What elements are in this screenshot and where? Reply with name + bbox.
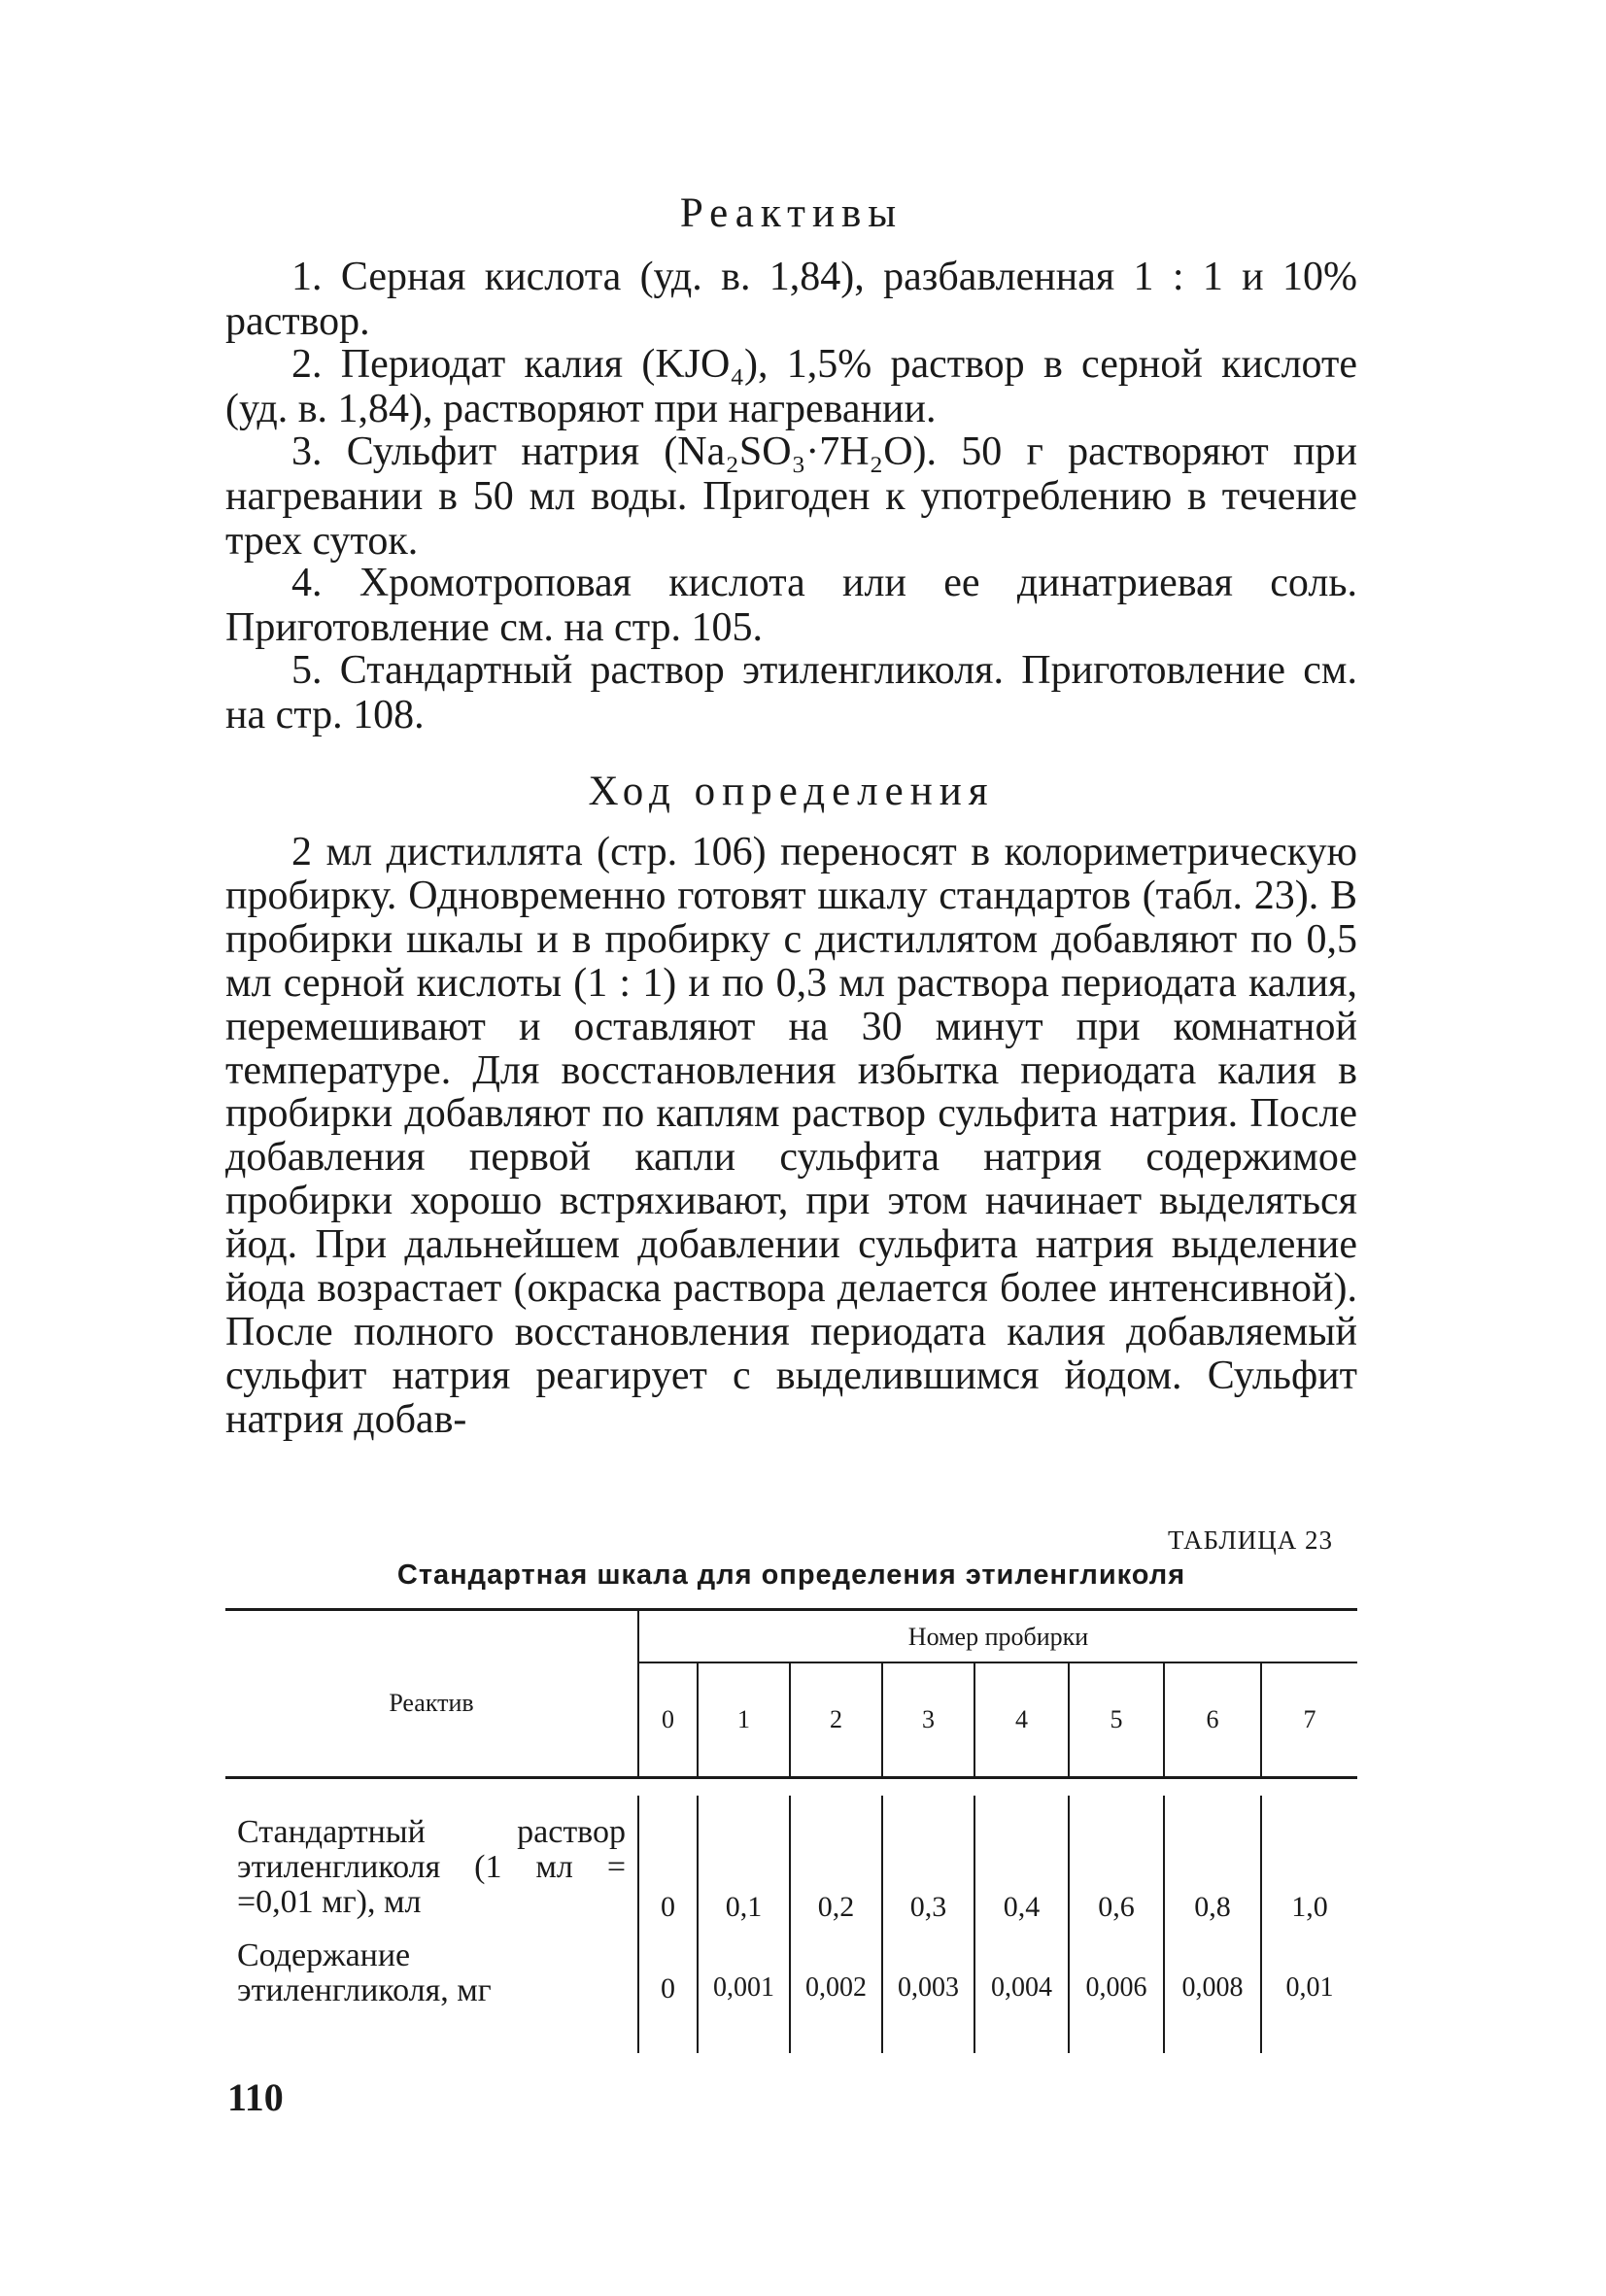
header-col-2: 2 [830,1705,842,1733]
reagents-heading: Реактивы [679,190,904,236]
header-col-7: 7 [1303,1705,1316,1733]
col-divider [789,1796,791,2053]
row-label-standard-solution: Стандартный раствор этиленгликоля (1 мл = =0,01 мг), мл [237,1814,626,1920]
table-group-rule [637,1662,1357,1663]
procedure-heading: Ход определения [588,769,995,814]
table-cell: 0,002 [805,1972,867,2003]
table-divider-reagent-body [637,1796,639,2053]
table-header-rule [225,1776,1357,1779]
table-cell: 1,0 [1291,1891,1328,1923]
col-divider [1163,1796,1165,2053]
header-col-0: 0 [662,1705,674,1733]
table-cell: 0 [661,1891,675,1923]
table-cell: 0,2 [817,1891,855,1923]
table-cell: 0,3 [909,1891,947,1923]
table-cell: 0,4 [1003,1891,1041,1923]
table-cell: 0 [661,1972,675,2005]
table-title: Стандартная шкала для определения этиленгликоля [396,1559,1186,1591]
procedure-body: 2 мл дистиллята (стр. 106) переносят в колориметрическую пробирку. Одновременно готовят шкалу стандартов (табл. 23). В пробирки шкалы и в пробирку с дистиллятом добавляют по 0,5 мл серной кислоты (1 : 1) и по 0,3 мл раствора периодата калия, перемешивают и оставляют на 30 минут при комнатной температуре. Для восстановления избытка периодата калия в пробирки добавляют по каплям раствор сульфита натрия. После добавления первой капли сульфита натрия содержимое пробирки хорошо встряхивают, при этом начинает выделяться йод. При дальнейшем добавлении сульфита натрия выделение йода возрастает (окраска раствора делается более интенсивной). После полного восстановления периодата калия добавляемый сульфит натрия реагирует с выделившимся йодом. Сульфит натрия добав- [225,830,1357,1442]
reagent-item-5: 5. Стандартный раствор этиленгликоля. Приготовление см. на стр. 108. [225,648,1357,737]
col-divider [1068,1796,1070,2053]
header-col-6: 6 [1206,1705,1219,1733]
header-reagent: Реактив [389,1689,474,1717]
header-tube-number: Номер пробирки [907,1623,1089,1651]
reagent-item-3: 3. Сульфит натрия (Na₂SO₃·7H₂O). 50 г растворяют при нагревании в 50 мл воды. Пригоден к употреблению в течение трех суток. [225,429,1357,564]
table-cell: 0,008 [1181,1972,1244,2003]
table-cell: 0,01 [1285,1972,1334,2003]
header-col-4: 4 [1015,1705,1028,1733]
table-cell: 0,6 [1098,1891,1135,1923]
page-number: 110 [227,2075,284,2119]
reagent-item-1: 1. Серная кислота (уд. в. 1,84), разбавленная 1 : 1 и 10% раствор. [225,255,1357,344]
table-number: ТАБЛИЦА 23 [1167,1525,1333,1555]
reagent-item-4: 4. Хромотроповая кислота или ее динатриевая соль. Приготовление см. на стр. 105. [225,561,1357,650]
reagent-item-2: 2. Периодат калия (KJO₄), 1,5% раствор в серной кислоте (уд. в. 1,84), растворяют при нагревании. [225,342,1357,431]
header-col-5: 5 [1110,1705,1123,1733]
table-cell: 0,8 [1194,1891,1231,1923]
table-cell: 0,1 [725,1891,763,1923]
col-divider [697,1796,699,2053]
table-cell: 0,003 [898,1972,959,2003]
table-cell: 0,004 [991,1972,1052,2003]
col-divider [974,1796,975,2053]
table-cell: 0,006 [1085,1972,1147,2003]
col-divider [881,1796,883,2053]
header-col-1: 1 [737,1705,750,1733]
table-top-rule [225,1608,1357,1611]
header-col-3: 3 [922,1705,935,1733]
table-cell: 0,001 [713,1972,774,2003]
row-label-content: Содержание этиленгликоля, мг [237,1937,492,2008]
col-divider [1260,1796,1262,2053]
